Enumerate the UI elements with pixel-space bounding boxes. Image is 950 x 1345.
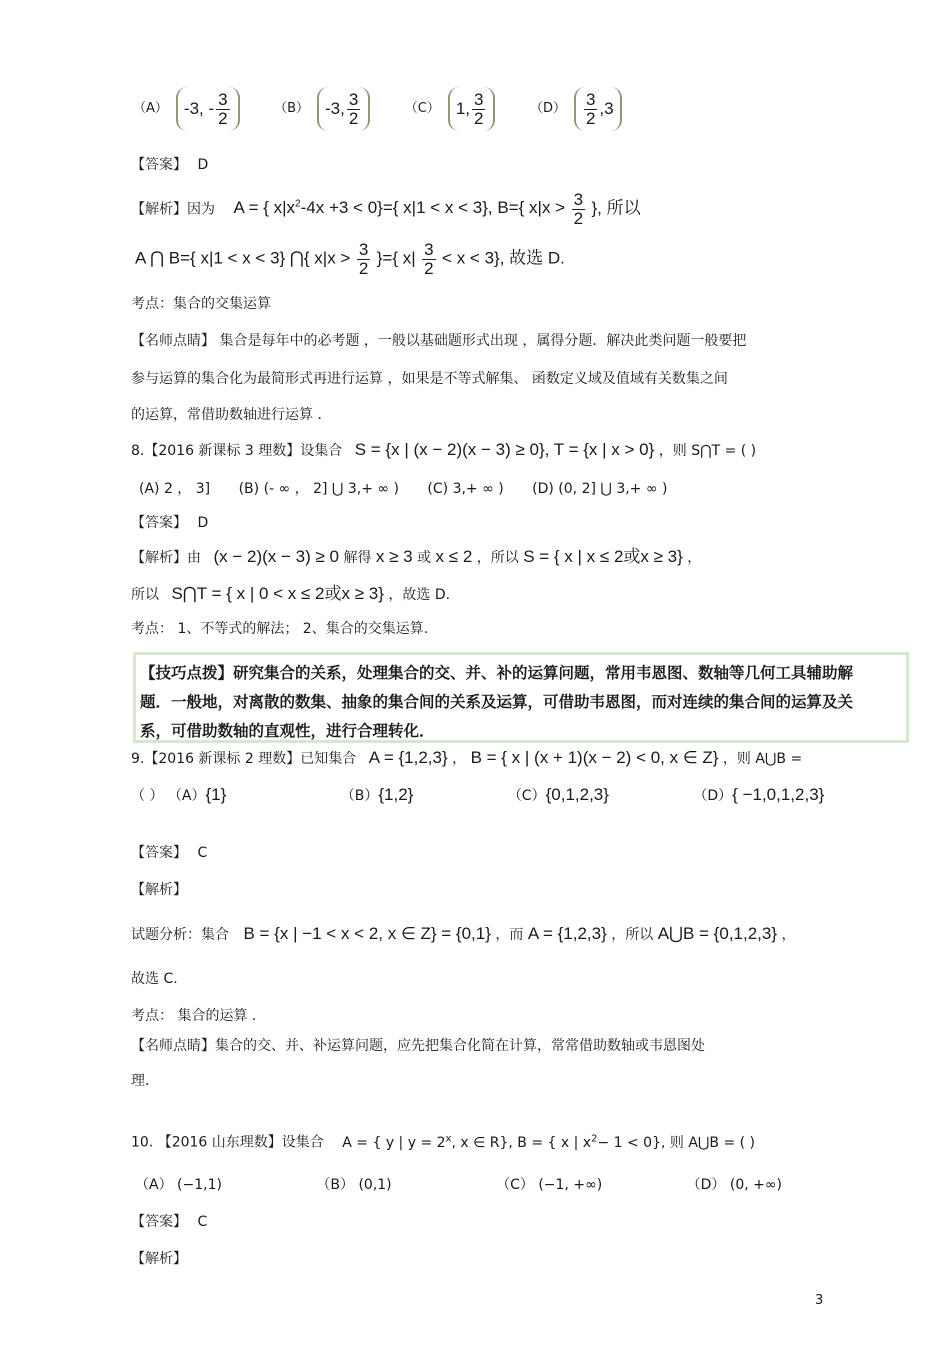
q7-analysis-line2: A ⋂ B={ x|1 < x < 3} ⋂{ x|x > $\frac{3}{2}$ }={ x| $\frac{3}{2}$ < x < 3}, 故选 D. [135,240,565,278]
q8-option-b: (B) (- ∞ ， 2] ⋃ 3,+ ∞ ) [238,481,399,497]
q9-kaodian: 考点： 集合的运算 ． [131,1008,266,1024]
q10-option-a: （A） (−1,1) [135,1177,222,1193]
q7-kaodian: 考点：集合的交集运算 [131,296,271,312]
q7-option-a: （A） -3, - $\frac{3}{2}$ [133,87,240,131]
q9-choose: 故选 C. [131,971,178,987]
q10-stem: 10. 【2016 山东理数】设集合 A = { y | $y = 2^x$, x ∈ R}, B = { x | $x^2- 1 < 0$}, 则 A⋃B = ( ) [131,1133,756,1151]
q9-analysis-label: 【解析】 [131,882,187,898]
q8-option-c: (C) 3,+ ∞ ) [427,481,504,497]
q7-famous-line3: 的运算，常借助数轴进行运算 ． [131,407,332,423]
q8-kaodian: 考点： 1、不等式的解法； 2、集合的交集运算. [131,621,429,637]
q9-stem: 9.【2016 新课标 2 理数】已知集合 A = {1,2,3} ， B = { x | (x + 1)(x − 2) < 0, x ∈ Z} ，则 A⋃B = [131,748,803,767]
q9-option-c: （C）{0,1,2,3} [507,785,609,804]
q7-analysis-line1: 【解析】因为 A = { $x|x^2-4x +3 < 0\}=${ x|1 < x < 3}, B={ x|x > $\frac{3}{2}$ }, 所以 [131,190,641,228]
q8-stem: 8.【2016 新课标 3 理数】设集合 S = {x | (x − 2)(x − 3) ≥ 0}, T = {x | x > 0} ，则 S⋂T = ( ) [131,440,757,459]
q7-option-d: （D） $\frac{3}{2}$ ,3 [530,87,622,131]
q10-option-b: （B） (0,1) [316,1177,392,1193]
q7-option-c: （C） 1, $\frac{3}{2}$ [405,87,496,131]
tips-line1: 【技巧点拨】研究集合的关系，处理集合的交、并、补的运算问题，常用韦恩图、数轴等几何工具辅助解 [140,664,854,682]
q8-option-d: (D) (0, 2] ⋃ 3,+ ∞ ) [532,481,668,497]
q7-famous-line1: 【名师点睛】 集合是每年中的必考题 ，一般以基础题形式出现 ，属得分题．解决此类问题一般要把 [131,333,747,349]
q10-analysis-label: 【解析】 [131,1251,187,1267]
q9-answer: 【答案】 C [131,845,208,861]
q10-options [135,1177,782,1194]
q8-analysis-line1: 【解析】由 (x − 2)(x − 3) ≥ 0 解得 x ≥ 3 或 x ≤ 2 ，所以 S = { x | x ≤ 2或x ≥ 3} ， [131,547,702,566]
q9-option-d: （D）{ −1,0,1,2,3} [693,785,825,804]
q9-famous-line1: 【名师点睛】集合的交、并、补运算问题，应先把集合化简在计算，常常借助数轴或韦恩图处 [131,1038,705,1054]
tips-line2: 题．一般地，对离散的数集、抽象的集合间的关系及运算，可借助韦恩图，而对连续的集合间的运算及关 [140,693,854,711]
q7-answer: 【答案】 D [131,157,209,173]
q8-option-a: (A) 2 ， 3] [139,481,211,497]
q9-trial: 试题分析：集合 B = {x | −1 < x < 2, x ∈ Z} = {0,1} ，而 A = {1,2,3} ，所以 A⋃B = {0,1,2,3} ， [131,924,796,943]
q8-analysis-line2: 所以 S⋂T = { x | 0 < x ≤ 2或x ≥ 3} ，故选 D. [131,584,451,603]
q10-answer: 【答案】 C [131,1214,208,1230]
q8-options [139,481,667,498]
q10-option-d: （D） (0, +∞) [686,1177,783,1193]
q10-option-c: （C） (−1, +∞) [496,1177,603,1193]
tips-box [133,652,909,743]
q9-option-a: （A）{1} [167,785,227,804]
tips-line3: 系，可借助数轴的直观性，进行合理转化． [140,722,435,740]
q9-famous-line2: 理． [131,1073,159,1089]
q7-option-b: （B） -3, $\frac{3}{2}$ [274,87,370,131]
q8-answer: 【答案】 D [131,515,209,531]
q7-famous-line2: 参与运算的集合化为最简形式再进行运算 ，如果是不等式解集、 函数定义域及值域有关数集之间 [131,371,728,387]
q7-options [133,87,622,131]
q9-options: （ ） （A）{1} （B）{1,2} （C）{0,1,2,3} （D）{ −1,0,1,2,3} [131,785,825,804]
page-number: 3 [815,1293,824,1308]
q9-option-b: （B）{1,2} [340,785,414,804]
